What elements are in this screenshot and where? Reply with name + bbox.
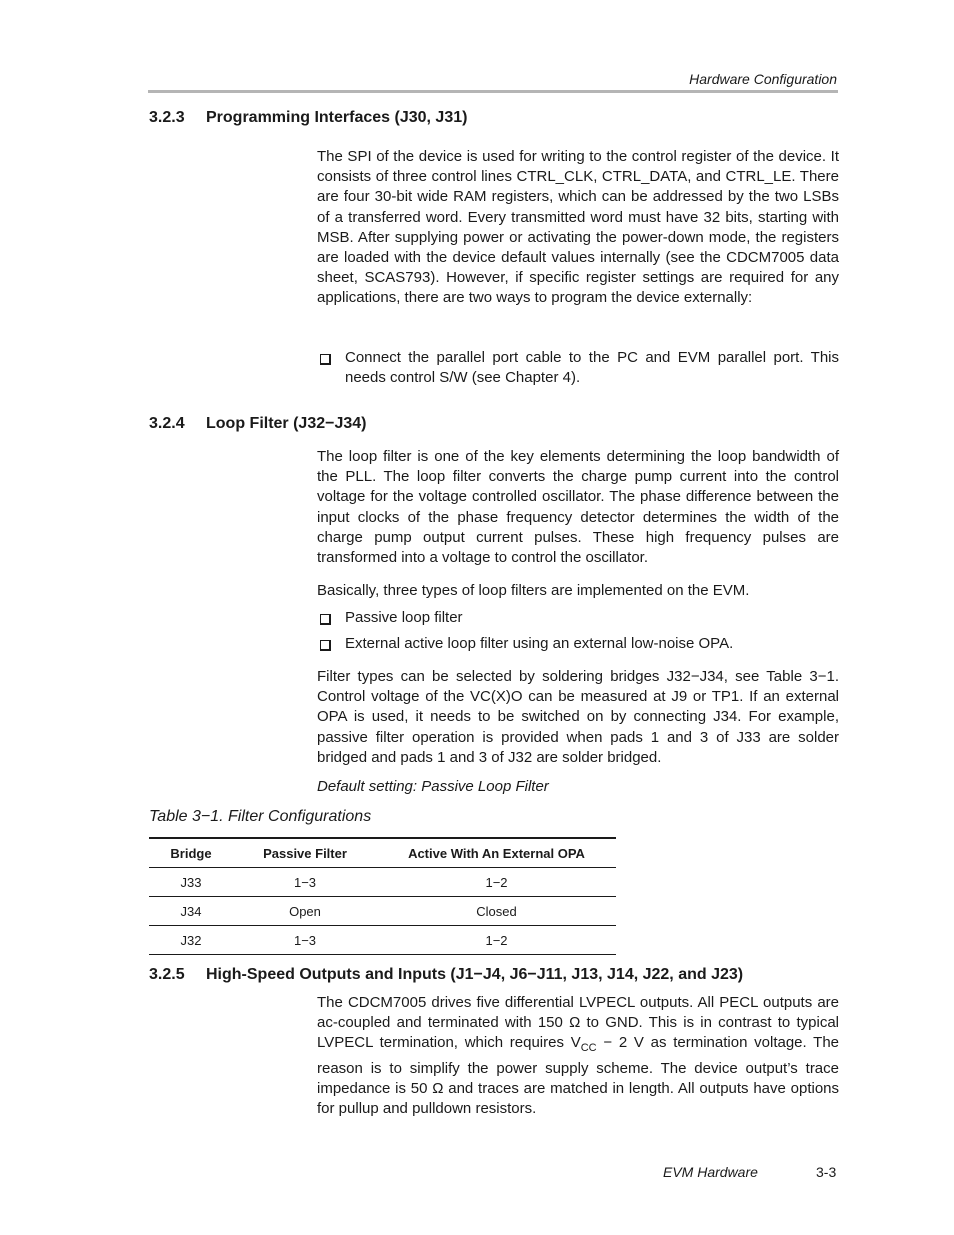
table-cell: 1−2 (377, 926, 616, 955)
table-cell: 1−3 (233, 868, 377, 897)
section-title: Programming Interfaces (J30, J31) (206, 109, 468, 126)
section-body-3-2-4 (317, 447, 839, 568)
bullet-item (317, 634, 839, 654)
section-title: Loop Filter (J32−J34) (206, 415, 367, 432)
subscript-text: CC (580, 1042, 597, 1055)
default-setting-note: Default setting: Passive Loop Filter (317, 778, 549, 795)
section-body-3-2-5 (317, 993, 839, 1119)
table-header-row (149, 838, 616, 868)
column-header: Passive Filter (233, 838, 377, 868)
table-row (149, 897, 616, 926)
section-heading-3-2-5 (149, 966, 743, 984)
table-caption: Table 3−1. Filter Configurations (149, 808, 372, 825)
paragraph (317, 993, 839, 1119)
section-body-3-2-3 (317, 147, 839, 309)
bullet-text: Passive loop filter (345, 609, 463, 626)
checkbox-bullet-icon (320, 640, 331, 651)
table-cell: J33 (149, 868, 233, 897)
running-header: Hardware Configuration (689, 71, 837, 87)
table-cell: 1−2 (377, 868, 616, 897)
paragraph: The loop filter is one of the key elements determining the loop bandwidth of the PLL. The loop filter converts the charge pump current into the control voltage for the voltage controlled oscillator. The phase difference between the input clocks of the phase frequency detector determines the width of the charge pump output current pulses. These high frequency pulses are transformed into a voltage to control the oscillator. (317, 448, 839, 567)
section-number: 3.2.4 (149, 415, 185, 432)
section-number: 3.2.5 (149, 966, 185, 983)
section-body-3-2-4-filters (317, 667, 839, 768)
checkbox-bullet-icon (320, 354, 331, 365)
table-row (149, 926, 616, 955)
section-heading-3-2-4 (149, 415, 367, 433)
filter-configurations-table (149, 837, 616, 955)
bullet-text: External active loop filter using an external low-noise OPA. (345, 635, 734, 652)
column-header: Active With An External OPA (377, 838, 616, 868)
section-heading-3-2-3 (149, 109, 467, 127)
paragraph: The SPI of the device is used for writing to the control register of the device. It consists of three control lines CTRL_CLK, CTRL_DATA, and CTRL_LE. There are four 30-bit wide RAM registers, which can be addressed by the two LSBs of a transferred word. Every transmitted word must have 32 bits, starting with MSB. After supplying power or activating the power-down mode, the registers are loaded with the device default values internally (see the CDCM7005 data sheet, SCAS793). However, if specific register settings are required for any applications, there are two ways to program the device externally: (317, 148, 839, 307)
column-header: Bridge (149, 838, 233, 868)
section-body-3-2-4-intro (317, 581, 839, 601)
table-row (149, 868, 616, 897)
paragraph-text: The CDCM7005 drives five differential LVPECL outputs. All PECL outputs are ac-coupled and terminated with 150 Ω to GND. This is in contrast to typical LVPECL termination, which requires V (317, 994, 839, 1052)
table-cell: Open (233, 897, 377, 926)
section-title: High-Speed Outputs and Inputs (J1−J4, J6−J11, J13, J14, J22, and J23) (206, 966, 744, 983)
paragraph: Basically, three types of loop filters are implemented on the EVM. (317, 582, 750, 599)
table-cell: 1−3 (233, 926, 377, 955)
bullet-item (317, 348, 839, 388)
footer-page-number: 3-3 (816, 1164, 837, 1180)
table-cell: J34 (149, 897, 233, 926)
bullet-item (317, 608, 839, 628)
header-rule (148, 90, 838, 93)
bullet-text: Connect the parallel port cable to the PC and EVM parallel port. This needs control S/W (see Chapter 4). (345, 349, 839, 387)
checkbox-bullet-icon (320, 614, 331, 625)
table-cell: Closed (377, 897, 616, 926)
footer-chapter-title: EVM Hardware (663, 1164, 758, 1180)
section-number: 3.2.3 (149, 109, 185, 126)
table-cell: J32 (149, 926, 233, 955)
paragraph: Filter types can be selected by soldering bridges J32−J34, see Table 3−1. Control voltage of the VC(X)O can be measured at J9 or TP1. If an external OPA is used, it needs to be switched on by connecting J34. For example, passive filter operation is provided when pads 1 and 3 of J33 are solder bridged and pads 1 and 3 of J32 are solder bridged. (317, 668, 839, 766)
paragraph-text: − 2 V as termination voltage. The reason is to simplify the power supply scheme. The device output’s trace impedance is 50 Ω and traces are matched in length. All outputs have options for pullup and pulldown resistors. (317, 1034, 840, 1118)
